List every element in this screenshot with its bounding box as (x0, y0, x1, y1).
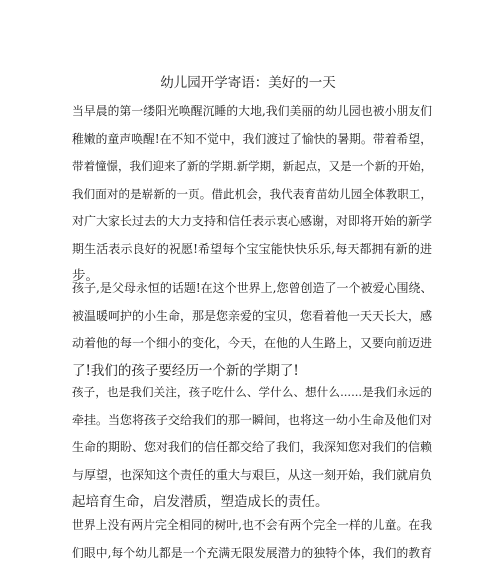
paragraph-line: 起培育生命，启发潜质，塑造成长的责任。 (72, 494, 329, 510)
paragraph-2 (72, 275, 432, 385)
paragraph-line: 孩子,是父母永恒的话题!在这个世界上,您曾创造了一个被爱心围绕、 (72, 281, 433, 295)
paragraph-line: 带着憧憬，我们迎来了新的学期.新学期，新起点，又是一个新的开始， (72, 159, 433, 173)
paragraph-line: 与厚望，也深知这个责任的重大与艰巨，从这一刻开始，我们就肩负 (72, 467, 433, 482)
paragraph-3 (72, 379, 432, 517)
paragraph-line: 当早晨的第一缕阳光唤醒沉睡的大地,我们美丽的幼儿园也被小朋友们 (72, 104, 432, 118)
paragraph-1 (72, 98, 432, 291)
paragraph-line: 生命的期盼、您对我们的信任都交给了我们，我深知您对我们的信赖 (72, 440, 433, 454)
paragraph-line: 稚嫩的童声唤醒!在不知不觉中，我们渡过了愉快的暑期。带着希望， (72, 131, 432, 146)
paragraph-line: 动着他的每一个细小的变化，今天，在他的人生路上，又要向前迈进 (72, 336, 433, 350)
paragraph-line: 被温暖呵护的小生命，那是您亲爱的宝贝，您看着他一天天长大，感 (72, 308, 433, 323)
document-title: 幼儿园开学寄语：美好的一天 (160, 75, 336, 91)
paragraph-line: 对广大家长过去的大力支持和信任表示衷心感谢，对即将开始的新学 (72, 214, 433, 228)
paragraph-line: 步。 (72, 268, 99, 284)
paragraph-line: 我们面对的是崭新的一页。借此机会，我代表育苗幼儿园全体教职工， (72, 186, 432, 201)
paragraph-4 (72, 512, 432, 561)
paragraph-line: 们眼中,每个幼儿都是一个充满无限发展潜力的独特个体，我们的教育 (72, 545, 432, 560)
paragraph-line: 世界上没有两片完全相同的树叶,也不会有两个完全一样的儿童。在我 (72, 518, 432, 532)
paragraph-line: 了!我们的孩子要经历一个新的学期了! (72, 362, 299, 379)
paragraph-line: 期生活表示良好的祝愿!希望每个宝宝能快快乐乐,每天都拥有新的进 (72, 241, 432, 256)
paragraph-line: 牵挂。当您将孩子交给我们的那一瞬间，也将这一幼小生命及他们对 (72, 412, 433, 427)
paragraph-line: 孩子，也是我们关注，孩子吃什么、学什么、想什么......是我们永远的 (72, 385, 432, 399)
